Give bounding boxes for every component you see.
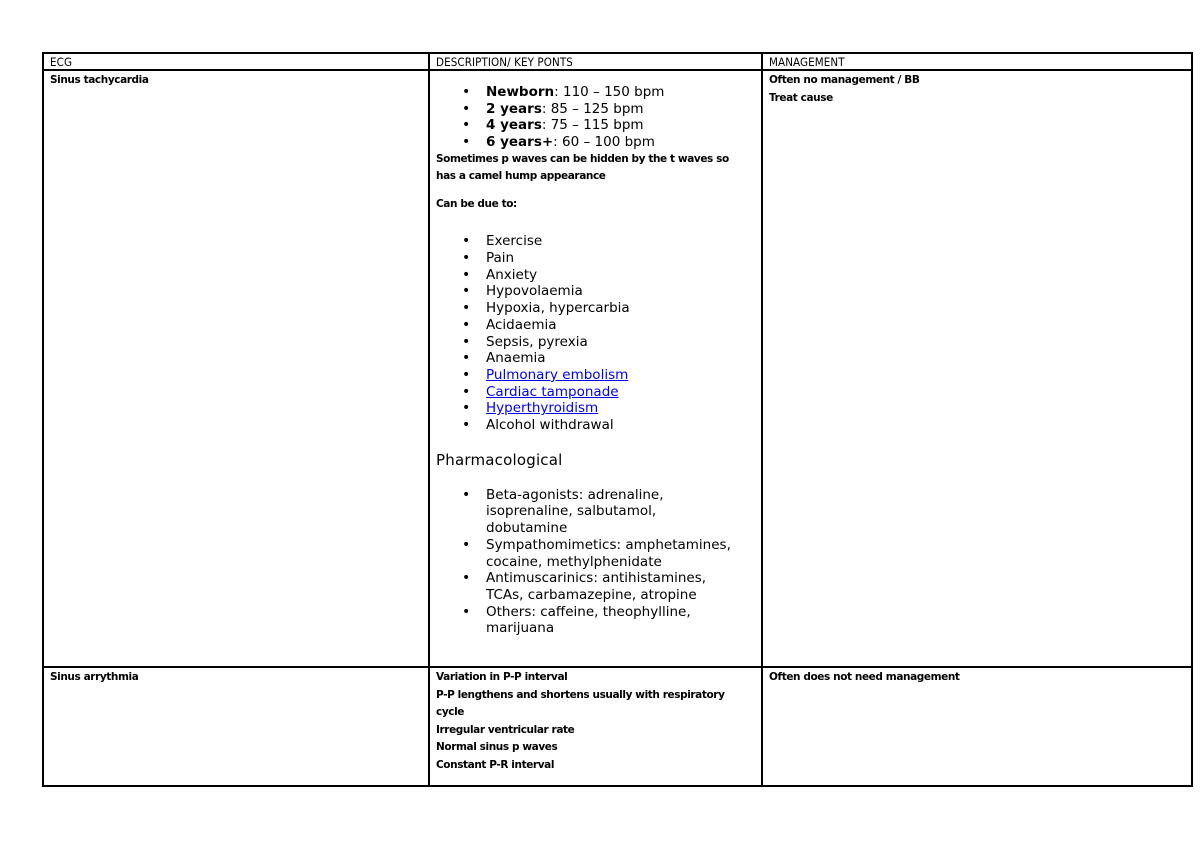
desc-line: Irregular ventricular rate [436, 723, 575, 736]
ecg-table [42, 52, 1193, 787]
list-item: • Antimuscarinics: antihistamines, TCAs, carbamazepine, atropine [486, 570, 755, 603]
ecg-name: Sinus arrythmia [50, 671, 139, 683]
header-management: MANAGEMENT [762, 53, 1192, 70]
list-item: • Beta-agonists: adrenaline, isoprenaline, salbutamol, dobutamine [486, 487, 755, 537]
rate-value: : 60 – 100 bpm [553, 134, 655, 151]
list-item: • Others: caffeine, theophylline, marijuana [486, 604, 755, 637]
table-header-row [43, 53, 1192, 70]
list-item [486, 400, 755, 417]
ecg-name: Sinus tachycardia [50, 74, 149, 86]
list-item: • Hypoxia, hypercarbia [486, 300, 755, 317]
causes-list [436, 233, 755, 433]
note-line: Sometimes p waves can be hidden by the t waves so [436, 152, 729, 165]
management-line: Often no management / BB [769, 74, 920, 86]
list-item: • Anaemia [486, 350, 755, 367]
list-item [486, 134, 755, 151]
list-item: • Exercise [486, 233, 755, 250]
age-label: Newborn [486, 84, 555, 100]
list-item [486, 384, 755, 401]
pharmacological-list [436, 487, 755, 637]
cell-description [429, 70, 762, 667]
list-item: • Anxiety [486, 267, 755, 284]
desc-line: Variation in P-P interval [436, 671, 568, 683]
list-item: • Pain [486, 250, 755, 267]
desc-line: Constant P-R interval [436, 758, 555, 771]
list-item: • Sympathomimetics: amphetamines, cocaine, methylphenidate [486, 537, 755, 570]
list-item: • Hypovolaemia [486, 283, 755, 300]
age-label: 6 years+ [486, 134, 554, 151]
list-item [486, 117, 755, 134]
list-item: • Alcohol withdrawal [486, 417, 755, 434]
list-item: • Acidaemia [486, 317, 755, 334]
list-item: • Sepsis, pyrexia [486, 334, 755, 351]
note-line: has a camel hump appearance [436, 170, 606, 183]
desc-line: P-P lengthens and shortens usually with respiratory [436, 688, 725, 701]
management-line: Treat cause [769, 91, 833, 104]
list-item [486, 367, 755, 384]
age-rate-list [436, 84, 755, 151]
desc-line: cycle [436, 706, 465, 718]
age-label: 2 years [486, 100, 542, 117]
rate-value: : 75 – 115 bpm [541, 117, 644, 134]
cell-management [762, 667, 1192, 786]
header-description: DESCRIPTION/ KEY PONTS [429, 53, 762, 70]
header-ecg: ECG [43, 53, 429, 70]
cell-ecg-name [43, 70, 429, 667]
pharmacological-heading: Pharmacological [436, 450, 563, 469]
management-line: Often does not need management [769, 671, 960, 683]
age-label: 4 years [486, 117, 542, 134]
cell-ecg-name [43, 667, 429, 786]
desc-line: Normal sinus p waves [436, 741, 558, 753]
rate-value: : 110 – 150 bpm [554, 84, 665, 100]
rate-value: : 85 – 125 bpm [541, 100, 644, 117]
cell-management [762, 70, 1192, 667]
list-item [486, 101, 755, 118]
table-row-sinus-tachycardia [43, 70, 1192, 667]
list-item [486, 84, 755, 101]
cell-description [429, 667, 762, 786]
link-cardiac-tamponade[interactable]: Cardiac tamponade [486, 383, 619, 400]
link-hyperthyroidism[interactable]: Hyperthyroidism [486, 400, 599, 417]
link-pulmonary-embolism[interactable]: Pulmonary embolism [486, 366, 629, 383]
table-row-sinus-arrythmia [43, 667, 1192, 786]
due-to-label: Can be due to: [436, 197, 517, 210]
